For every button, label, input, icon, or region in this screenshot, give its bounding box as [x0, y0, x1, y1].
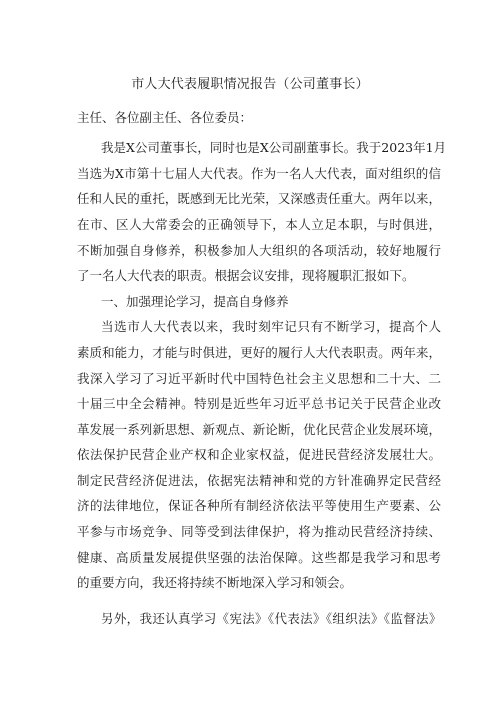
section-heading: 一、加强理论学习，提高自身修养	[101, 293, 289, 309]
section-1-paragraph-2	[77, 606, 441, 632]
document-body	[77, 105, 447, 631]
text-line: 不断加强自身修养，积极参加人大组织的各项活动，较好地履行	[77, 242, 441, 258]
intro-paragraph	[77, 135, 447, 289]
text-line: 任和人民的重托，既感到无比光荣，又深感责任重大。两年以来，	[77, 191, 441, 207]
text-line: 依法保护民营企业产权和企业家权益，促进民营经济发展壮大。	[77, 447, 441, 463]
text-line: 当选市人大代表以来，我时刻牢记只有不断学习，提高个人	[101, 319, 441, 335]
text-line: 济的法律地位，保证各种所有制经济依法平等使用生产要素、公	[77, 498, 441, 514]
text-line: 制定民营经济促进法，依据宪法精神和党的方针准确界定民营经	[77, 472, 441, 488]
text-line: 的重要方向，我还将持续不断地深入学习和领会。	[77, 575, 353, 591]
salutation: 主任、各位副主任、各位委员：	[77, 110, 253, 126]
text-line: 平参与市场竞争、同等受到法律保护，将为推动民营经济持续、	[77, 524, 441, 540]
text-line: 我深入学习了习近平新时代中国特色社会主义思想和二十大、二	[77, 370, 441, 386]
text-line: 我是X公司董事长，同时也是X公司副董事长。我于2023年1月	[101, 140, 447, 156]
text-line: 了一名人大代表的职责。根据会议安排，现将履职汇报如下。	[77, 268, 415, 284]
text-line: 当选为X市第十七届人大代表。作为一名人大代表，面对组织的信	[77, 165, 441, 181]
text-line: 十届三中全会精神。特别是近些年习近平总书记关于民营企业改	[77, 396, 441, 412]
text-line: 素质和能力，才能与时俱进，更好的履行人大代表职责。两年来，	[77, 344, 441, 360]
text-line: 健康、高质量发展提供坚强的法治保障。这些都是我学习和思考	[77, 549, 441, 565]
text-line: 在市、区人大常委会的正确领导下，本人立足本职，与时俱进，	[77, 216, 441, 232]
section-1-paragraph	[77, 314, 441, 596]
text-line: 另外，我还认真学习《宪法》《代表法》《组织法》《监督法》	[101, 611, 441, 627]
document-title: 市人大代表履职情况报告（公司董事长）	[131, 77, 369, 92]
text-line: 革发展一系列新思想、新观点、新论断，优化民营企业发展环境，	[77, 421, 441, 437]
